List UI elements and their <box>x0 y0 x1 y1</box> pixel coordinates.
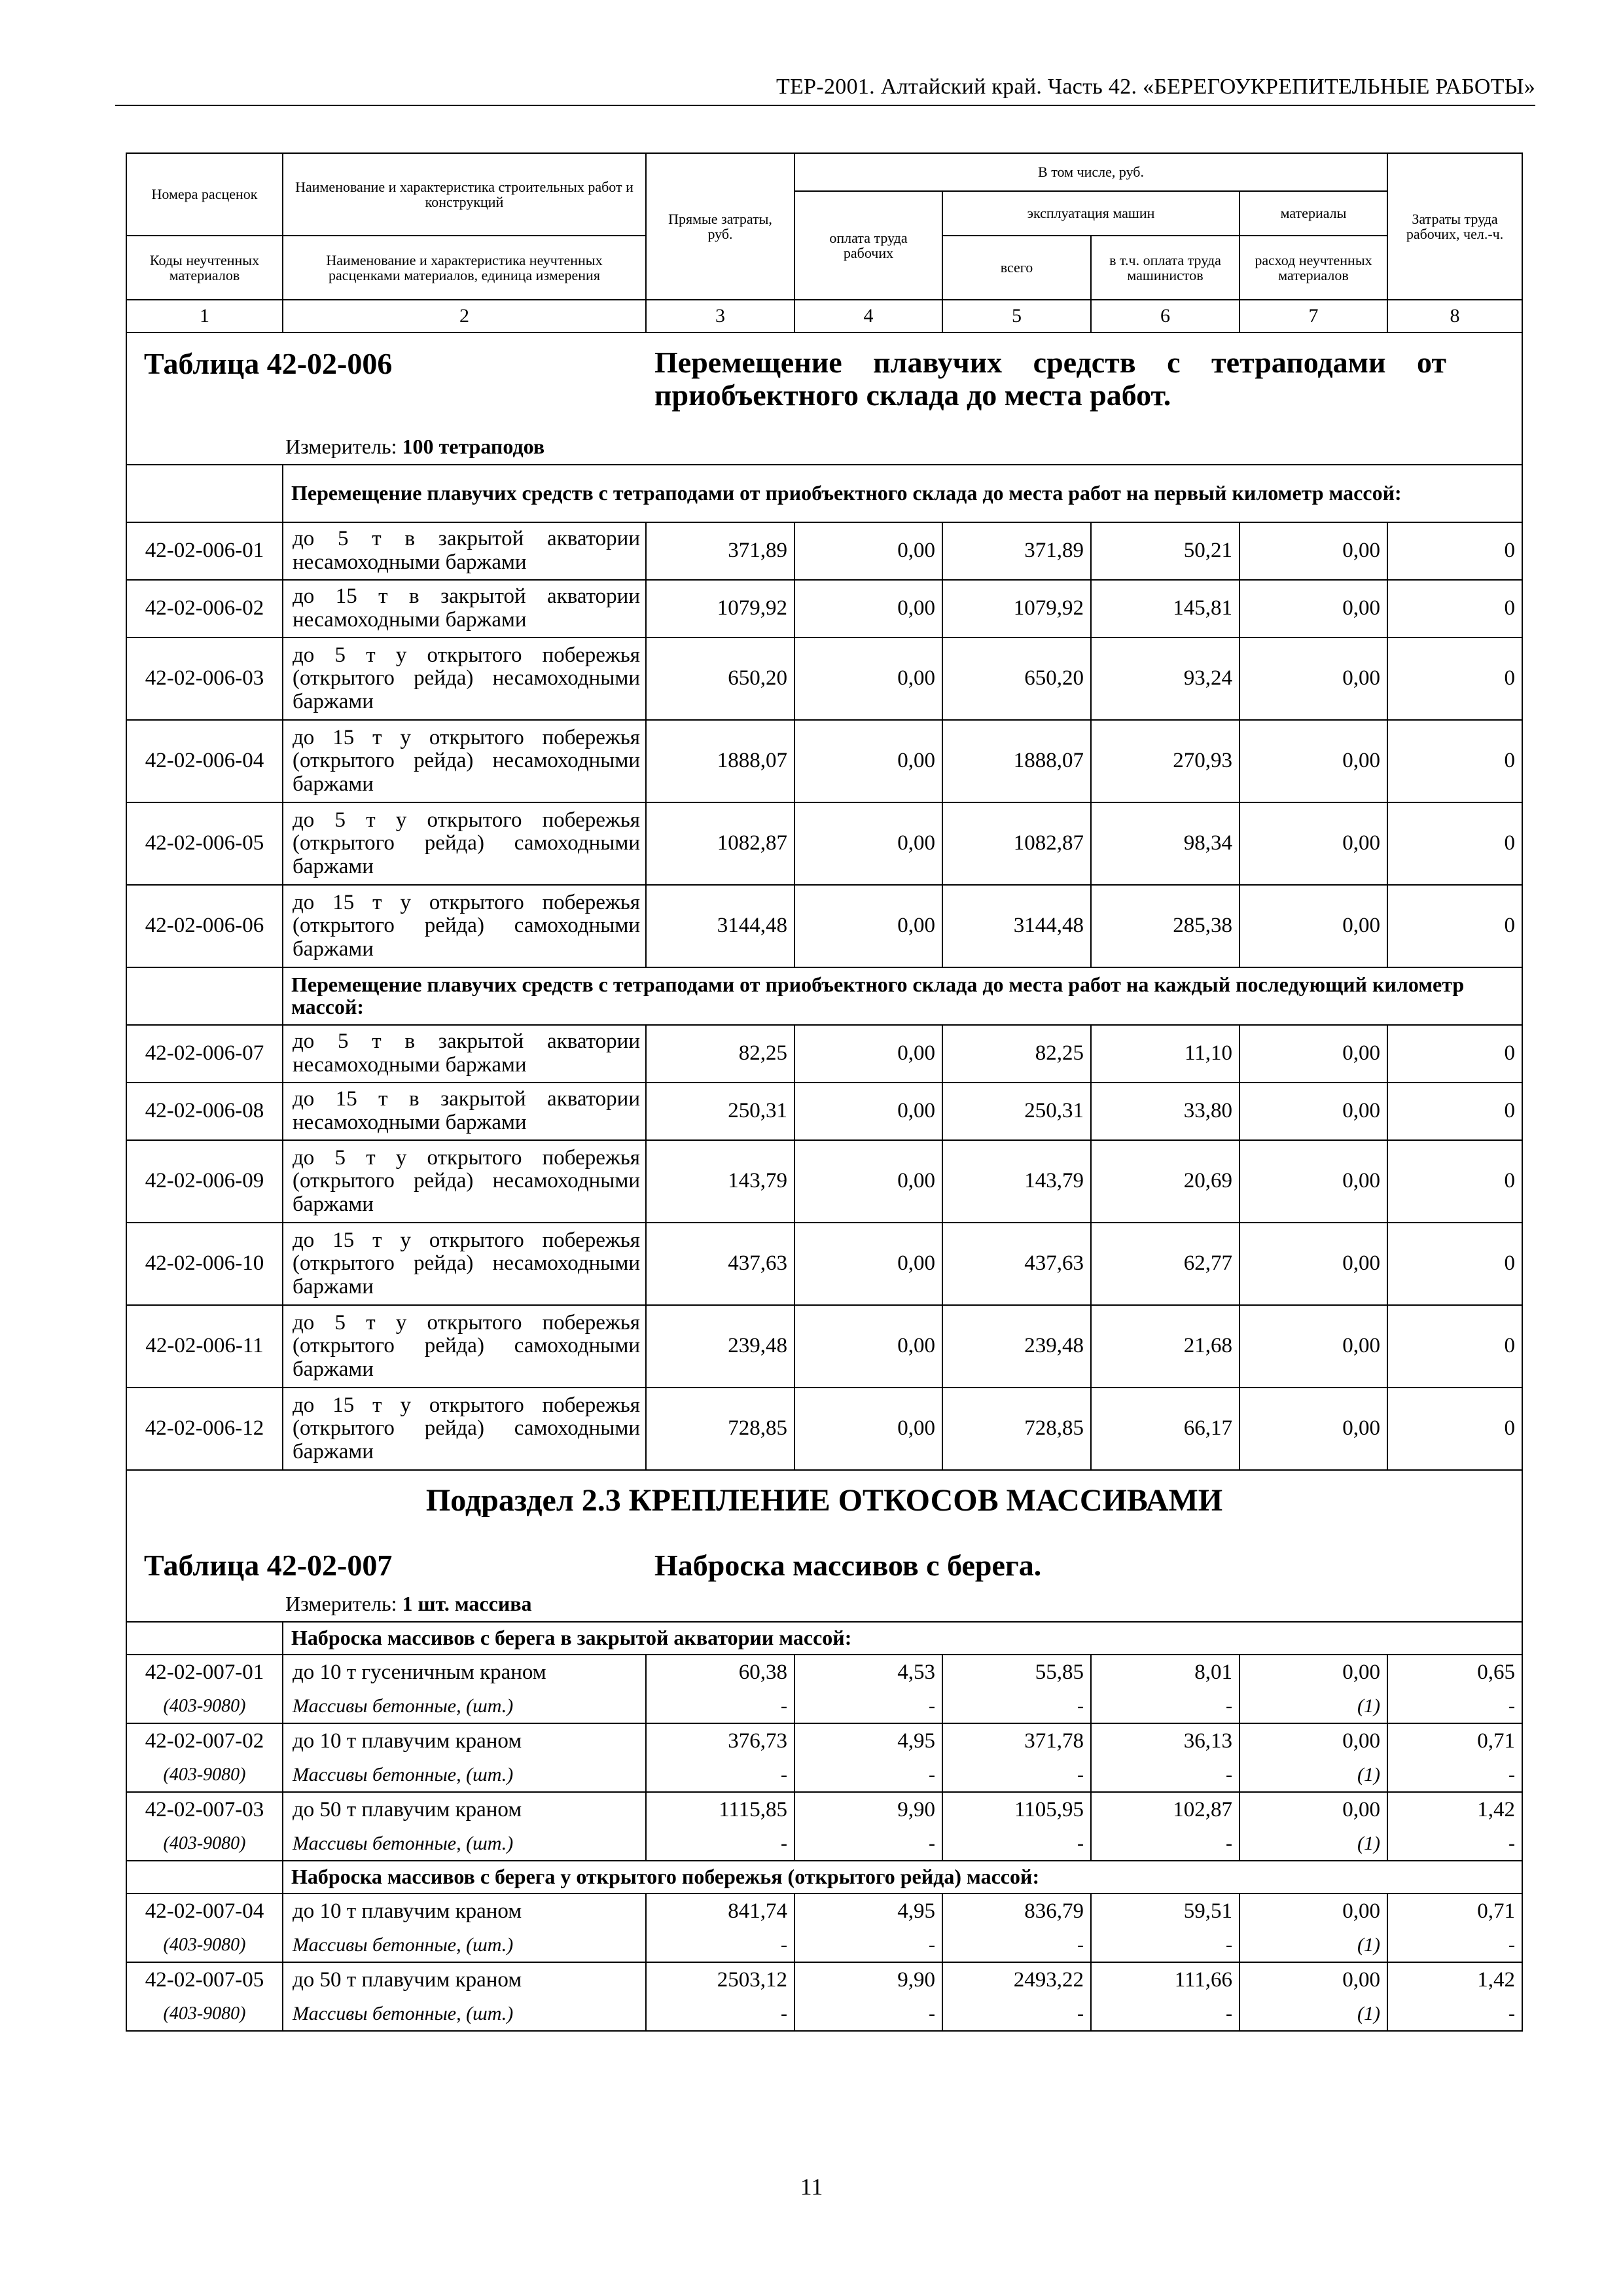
labor-costs: 0 <box>1387 1025 1522 1083</box>
direct-costs: 376,73 <box>646 1723 794 1759</box>
machinists-pay: 8,01 <box>1091 1655 1240 1690</box>
group-heading: Перемещение плавучих средств с тетраподами от приобъектного склада до места работ на первый километр массой: <box>283 465 1522 522</box>
material-direct-costs: - <box>646 1827 794 1861</box>
work-name: до 5 т в закрытой акватории несамоходными баржами <box>283 1025 646 1083</box>
work-name: до 10 т плавучим краном <box>283 1893 646 1929</box>
materials: 0,00 <box>1240 885 1387 967</box>
material-direct-costs: - <box>646 1929 794 1962</box>
worker-pay: 0,00 <box>794 1083 942 1140</box>
direct-costs: 1888,07 <box>646 720 794 802</box>
labor-costs: 0 <box>1387 1083 1522 1140</box>
material-labor-costs: - <box>1387 1929 1522 1962</box>
material-machines-total: - <box>942 1929 1091 1962</box>
column-number: 6 <box>1091 300 1240 332</box>
table-row <box>126 1025 1522 1083</box>
machinists-pay: 111,66 <box>1091 1962 1240 1998</box>
machinists-pay: 98,34 <box>1091 802 1240 885</box>
machinists-pay: 21,68 <box>1091 1305 1240 1388</box>
table2-measure <box>285 1592 532 1616</box>
table-row <box>126 1792 1522 1827</box>
table-row <box>126 1655 1522 1690</box>
header-material-consumption: расход неучтенных материалов <box>1240 236 1387 300</box>
worker-pay: 9,90 <box>794 1792 942 1827</box>
worker-pay: 0,00 <box>794 1025 942 1083</box>
labor-costs: 1,42 <box>1387 1792 1522 1827</box>
direct-costs: 841,74 <box>646 1893 794 1929</box>
material-materials: (1) <box>1240 1690 1387 1723</box>
worker-pay: 4,95 <box>794 1893 942 1929</box>
table1-title: Перемещение плавучих средств с тетраподами от приобъектного склада до места работ. <box>654 346 1446 412</box>
rate-code: 42-02-007-05 <box>126 1962 283 1998</box>
direct-costs: 1115,85 <box>646 1792 794 1827</box>
group-heading: Перемещение плавучих средств с тетраподами от приобъектного склада до места работ на каждый последующий километр массой: <box>283 967 1522 1025</box>
table-row <box>126 580 1522 637</box>
material-materials: (1) <box>1240 1759 1387 1792</box>
machines-total: 371,89 <box>942 522 1091 580</box>
work-name: до 15 т у открытого побережья (открытого рейда) несамоходными баржами <box>283 1223 646 1305</box>
labor-costs: 0 <box>1387 885 1522 967</box>
worker-pay: 0,00 <box>794 522 942 580</box>
group-heading: Наброска массивов с берега в закрытой акватории массой: <box>283 1622 1522 1655</box>
table2-number: Таблица 42-02-007 <box>144 1549 393 1582</box>
labor-costs: 0 <box>1387 522 1522 580</box>
table2-group2-row <box>126 1861 1522 1893</box>
machines-total: 55,85 <box>942 1655 1091 1690</box>
machines-total: 836,79 <box>942 1893 1091 1929</box>
machinists-pay: 36,13 <box>1091 1723 1240 1759</box>
header-machines-total: всего <box>942 236 1091 300</box>
materials: 0,00 <box>1240 522 1387 580</box>
table-row <box>126 1140 1522 1223</box>
table1-group2-row <box>126 967 1522 1025</box>
materials: 0,00 <box>1240 637 1387 720</box>
labor-costs: 0 <box>1387 580 1522 637</box>
work-name: до 15 т в закрытой акватории несамоходными баржами <box>283 1083 646 1140</box>
machinists-pay: 145,81 <box>1091 580 1240 637</box>
materials: 0,00 <box>1240 1655 1387 1690</box>
materials: 0,00 <box>1240 1025 1387 1083</box>
worker-pay: 9,90 <box>794 1962 942 1998</box>
header-rate-numbers: Номера расценок <box>126 153 283 236</box>
material-worker-pay: - <box>794 1929 942 1962</box>
work-name: до 15 т в закрытой акватории несамоходными баржами <box>283 580 646 637</box>
machinists-pay: 270,93 <box>1091 720 1240 802</box>
rate-code: 42-02-007-02 <box>126 1723 283 1759</box>
machinists-pay: 59,51 <box>1091 1893 1240 1929</box>
direct-costs: 2503,12 <box>646 1962 794 1998</box>
table1-heading-row <box>126 332 1522 465</box>
direct-costs: 1079,92 <box>646 580 794 637</box>
rate-code: 42-02-006-10 <box>126 1223 283 1305</box>
machinists-pay: 20,69 <box>1091 1140 1240 1223</box>
rate-code: 42-02-007-01 <box>126 1655 283 1690</box>
material-direct-costs: - <box>646 1690 794 1723</box>
machines-total: 3144,48 <box>942 885 1091 967</box>
header-direct-costs: Прямые затраты, руб. <box>646 153 794 300</box>
material-machines-total: - <box>942 1998 1091 2031</box>
machinists-pay: 50,21 <box>1091 522 1240 580</box>
table2-group1-row <box>126 1622 1522 1655</box>
direct-costs: 82,25 <box>646 1025 794 1083</box>
material-row <box>126 1827 1522 1861</box>
labor-costs: 0 <box>1387 802 1522 885</box>
rates-table <box>126 152 1523 2032</box>
material-machinists-pay: - <box>1091 1929 1240 1962</box>
material-materials: (1) <box>1240 1827 1387 1861</box>
worker-pay: 0,00 <box>794 580 942 637</box>
material-worker-pay: - <box>794 1998 942 2031</box>
machines-total: 650,20 <box>942 637 1091 720</box>
machines-total: 371,78 <box>942 1723 1091 1759</box>
materials: 0,00 <box>1240 1388 1387 1470</box>
measure-label: Измеритель: <box>285 435 397 458</box>
measure-value: 100 тетраподов <box>402 435 545 458</box>
worker-pay: 0,00 <box>794 885 942 967</box>
material-name: Массивы бетонные, (шт.) <box>283 1827 646 1861</box>
header-worker-pay: оплата труда рабочих <box>794 191 942 300</box>
rate-code: 42-02-006-06 <box>126 885 283 967</box>
labor-costs: 0,65 <box>1387 1655 1522 1690</box>
table-row <box>126 1962 1522 1998</box>
rate-code: 42-02-006-02 <box>126 580 283 637</box>
direct-costs: 371,89 <box>646 522 794 580</box>
materials: 0,00 <box>1240 1305 1387 1388</box>
material-labor-costs: - <box>1387 1759 1522 1792</box>
rate-code: 42-02-007-03 <box>126 1792 283 1827</box>
group-heading: Наброска массивов с берега у открытого побережья (открытого рейда) массой: <box>283 1861 1522 1893</box>
material-name: Массивы бетонные, (шт.) <box>283 1998 646 2031</box>
material-row <box>126 1690 1522 1723</box>
column-number: 7 <box>1240 300 1387 332</box>
work-name: до 10 т гусеничным краном <box>283 1655 646 1690</box>
machinists-pay: 62,77 <box>1091 1223 1240 1305</box>
material-direct-costs: - <box>646 1759 794 1792</box>
table-header-row-1 <box>126 153 1522 191</box>
table1-number: Таблица 42-02-006 <box>144 347 393 380</box>
materials: 0,00 <box>1240 580 1387 637</box>
labor-costs: 1,42 <box>1387 1962 1522 1998</box>
material-machines-total: - <box>942 1759 1091 1792</box>
table-row <box>126 1083 1522 1140</box>
subsection-heading <box>127 1471 1522 1621</box>
material-materials: (1) <box>1240 1929 1387 1962</box>
material-worker-pay: - <box>794 1827 942 1861</box>
table-row <box>126 1723 1522 1759</box>
material-labor-costs: - <box>1387 1827 1522 1861</box>
worker-pay: 0,00 <box>794 1140 942 1223</box>
subsection-heading-row <box>126 1470 1522 1622</box>
machinists-pay: 102,87 <box>1091 1792 1240 1827</box>
material-code: (403-9080) <box>126 1759 283 1792</box>
header-material-codes: Коды неучтенных материалов <box>126 236 283 300</box>
machinists-pay: 66,17 <box>1091 1388 1240 1470</box>
materials: 0,00 <box>1240 1083 1387 1140</box>
material-name: Массивы бетонные, (шт.) <box>283 1929 646 1962</box>
labor-costs: 0 <box>1387 1305 1522 1388</box>
table-row <box>126 522 1522 580</box>
materials: 0,00 <box>1240 802 1387 885</box>
material-code: (403-9080) <box>126 1998 283 2031</box>
work-name: до 15 т у открытого побережья (открытого рейда) самоходными баржами <box>283 885 646 967</box>
rate-code: 42-02-006-12 <box>126 1388 283 1470</box>
machines-total: 82,25 <box>942 1025 1091 1083</box>
machinists-pay: 285,38 <box>1091 885 1240 967</box>
material-code: (403-9080) <box>126 1690 283 1723</box>
header-labor: Затраты труда рабочих, чел.-ч. <box>1387 153 1522 300</box>
material-machines-total: - <box>942 1827 1091 1861</box>
direct-costs: 437,63 <box>646 1223 794 1305</box>
material-machinists-pay: - <box>1091 1759 1240 1792</box>
work-name: до 10 т плавучим краном <box>283 1723 646 1759</box>
materials: 0,00 <box>1240 1723 1387 1759</box>
materials: 0,00 <box>1240 1792 1387 1827</box>
subsection-title: Подраздел 2.3 КРЕПЛЕНИЕ ОТКОСОВ МАССИВАМИ <box>425 1483 1223 1518</box>
column-number: 4 <box>794 300 942 332</box>
page-header-title: ТЕР-2001. Алтайский край. Часть 42. «БЕРЕГОУКРЕПИТЕЛЬНЫЕ РАБОТЫ» <box>776 75 1535 99</box>
rate-code: 42-02-007-04 <box>126 1893 283 1929</box>
work-name: до 50 т плавучим краном <box>283 1962 646 1998</box>
direct-costs: 1082,87 <box>646 802 794 885</box>
machines-total: 143,79 <box>942 1140 1091 1223</box>
material-machinists-pay: - <box>1091 1690 1240 1723</box>
machines-total: 1082,87 <box>942 802 1091 885</box>
column-number: 8 <box>1387 300 1522 332</box>
work-name: до 15 т у открытого побережья (открытого рейда) самоходными баржами <box>283 1388 646 1470</box>
material-direct-costs: - <box>646 1998 794 2031</box>
table-row <box>126 637 1522 720</box>
direct-costs: 728,85 <box>646 1388 794 1470</box>
table-row <box>126 802 1522 885</box>
labor-costs: 0 <box>1387 1223 1522 1305</box>
rate-code: 42-02-006-03 <box>126 637 283 720</box>
materials: 0,00 <box>1240 1893 1387 1929</box>
worker-pay: 0,00 <box>794 1305 942 1388</box>
materials: 0,00 <box>1240 1223 1387 1305</box>
page-number: 11 <box>800 2174 823 2200</box>
rate-code: 42-02-006-11 <box>126 1305 283 1388</box>
table1-heading <box>127 333 1522 464</box>
table-row <box>126 1305 1522 1388</box>
machinists-pay: 11,10 <box>1091 1025 1240 1083</box>
direct-costs: 250,31 <box>646 1083 794 1140</box>
machines-total: 2493,22 <box>942 1962 1091 1998</box>
material-row <box>126 1759 1522 1792</box>
column-numbers-row <box>126 300 1522 332</box>
material-worker-pay: - <box>794 1759 942 1792</box>
material-name: Массивы бетонные, (шт.) <box>283 1759 646 1792</box>
machines-total: 728,85 <box>942 1388 1091 1470</box>
table2-title: Наброска массивов с берега. <box>654 1549 1042 1582</box>
machinists-pay: 33,80 <box>1091 1083 1240 1140</box>
worker-pay: 4,53 <box>794 1655 942 1690</box>
material-worker-pay: - <box>794 1690 942 1723</box>
material-materials: (1) <box>1240 1998 1387 2031</box>
rate-code: 42-02-006-08 <box>126 1083 283 1140</box>
machines-total: 1105,95 <box>942 1792 1091 1827</box>
table1-group1-row <box>126 465 1522 522</box>
header-materials: материалы <box>1240 191 1387 236</box>
work-name: до 5 т у открытого побережья (открытого рейда) несамоходными баржами <box>283 1140 646 1223</box>
table-row <box>126 1388 1522 1470</box>
work-name: до 5 т в закрытой акватории несамоходными баржами <box>283 522 646 580</box>
labor-costs: 0 <box>1387 720 1522 802</box>
direct-costs: 239,48 <box>646 1305 794 1388</box>
worker-pay: 0,00 <box>794 802 942 885</box>
material-machinists-pay: - <box>1091 1827 1240 1861</box>
work-name: до 5 т у открытого побережья (открытого рейда) самоходными баржами <box>283 1305 646 1388</box>
work-name: до 5 т у открытого побережья (открытого рейда) несамоходными баржами <box>283 637 646 720</box>
header-machinists-pay: в т.ч. оплата труда машинистов <box>1091 236 1240 300</box>
table-row <box>126 885 1522 967</box>
header-work-name: Наименование и характеристика строительных работ и конструкций <box>283 153 646 236</box>
labor-costs: 0 <box>1387 637 1522 720</box>
material-code: (403-9080) <box>126 1929 283 1962</box>
labor-costs: 0 <box>1387 1140 1522 1223</box>
table-row <box>126 1223 1522 1305</box>
material-name: Массивы бетонные, (шт.) <box>283 1690 646 1723</box>
worker-pay: 4,95 <box>794 1723 942 1759</box>
labor-costs: 0,71 <box>1387 1723 1522 1759</box>
rate-code: 42-02-006-04 <box>126 720 283 802</box>
column-number: 2 <box>283 300 646 332</box>
rate-code: 42-02-006-05 <box>126 802 283 885</box>
work-name: до 50 т плавучим краном <box>283 1792 646 1827</box>
rate-code: 42-02-006-07 <box>126 1025 283 1083</box>
header-including: В том числе, руб. <box>794 153 1387 191</box>
material-row <box>126 1998 1522 2031</box>
table-row <box>126 1893 1522 1929</box>
materials: 0,00 <box>1240 1962 1387 1998</box>
materials: 0,00 <box>1240 720 1387 802</box>
table1-measure <box>285 435 544 459</box>
material-code: (403-9080) <box>126 1827 283 1861</box>
work-name: до 15 т у открытого побережья (открытого рейда) несамоходными баржами <box>283 720 646 802</box>
materials: 0,00 <box>1240 1140 1387 1223</box>
column-number: 3 <box>646 300 794 332</box>
material-machines-total: - <box>942 1690 1091 1723</box>
direct-costs: 3144,48 <box>646 885 794 967</box>
material-labor-costs: - <box>1387 1690 1522 1723</box>
column-number: 5 <box>942 300 1091 332</box>
header-material-names: Наименование и характеристика неучтенных расценками материалов, единица измерения <box>283 236 646 300</box>
machines-total: 1888,07 <box>942 720 1091 802</box>
direct-costs: 143,79 <box>646 1140 794 1223</box>
rate-code: 42-02-006-01 <box>126 522 283 580</box>
worker-pay: 0,00 <box>794 1223 942 1305</box>
machines-total: 1079,92 <box>942 580 1091 637</box>
material-labor-costs: - <box>1387 1998 1522 2031</box>
material-machinists-pay: - <box>1091 1998 1240 2031</box>
column-number: 1 <box>126 300 283 332</box>
measure-label: Измеритель: <box>285 1592 397 1615</box>
header-machines: эксплуатация машин <box>942 191 1240 236</box>
work-name: до 5 т у открытого побережья (открытого рейда) самоходными баржами <box>283 802 646 885</box>
direct-costs: 650,20 <box>646 637 794 720</box>
machines-total: 239,48 <box>942 1305 1091 1388</box>
page-header <box>115 52 1535 106</box>
machinists-pay: 93,24 <box>1091 637 1240 720</box>
machines-total: 437,63 <box>942 1223 1091 1305</box>
table-row <box>126 720 1522 802</box>
machines-total: 250,31 <box>942 1083 1091 1140</box>
rate-code: 42-02-006-09 <box>126 1140 283 1223</box>
worker-pay: 0,00 <box>794 637 942 720</box>
measure-value: 1 шт. массива <box>402 1592 532 1615</box>
labor-costs: 0 <box>1387 1388 1522 1470</box>
material-row <box>126 1929 1522 1962</box>
direct-costs: 60,38 <box>646 1655 794 1690</box>
labor-costs: 0,71 <box>1387 1893 1522 1929</box>
worker-pay: 0,00 <box>794 1388 942 1470</box>
worker-pay: 0,00 <box>794 720 942 802</box>
